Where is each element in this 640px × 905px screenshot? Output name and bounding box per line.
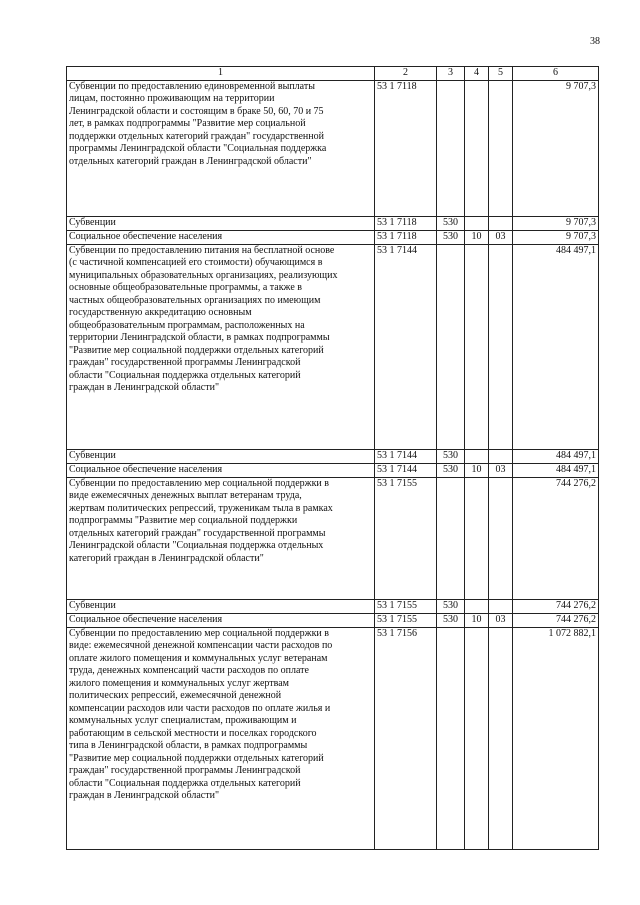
row-code: 53 1 7144 <box>375 244 437 449</box>
row-col3 <box>437 80 465 216</box>
table-row <box>67 216 599 230</box>
row-col5: 03 <box>489 463 513 477</box>
row-code: 53 1 7155 <box>375 477 437 599</box>
row-col5: 03 <box>489 613 513 627</box>
row-description: Субвенции по предоставлению единовременной выплаты лицам, постоянно проживающим на территории Ленинградской области и состоящим в браке 50, 60, 70 и 75 лет, в рамках подпрограммы "Развитие мер социальной поддержки отдельных категорий граждан" государственной программы Ленинградской области "Социальная поддержка отдельных категорий граждан в Ленинградской области" <box>67 80 375 216</box>
row-col3: 530 <box>437 216 465 230</box>
row-col3: 530 <box>437 613 465 627</box>
row-col5 <box>489 244 513 449</box>
row-amount: 484 497,1 <box>513 449 599 463</box>
table-row <box>67 599 599 613</box>
table-row <box>67 244 599 449</box>
row-amount: 9 707,3 <box>513 80 599 216</box>
row-description: Субвенции <box>67 216 375 230</box>
row-col5 <box>489 216 513 230</box>
row-amount: 9 707,3 <box>513 230 599 244</box>
row-col5: 03 <box>489 230 513 244</box>
table-row <box>67 627 599 849</box>
row-amount: 744 276,2 <box>513 613 599 627</box>
row-description: Субвенции <box>67 449 375 463</box>
row-code: 53 1 7156 <box>375 627 437 849</box>
row-description: Социальное обеспечение населения <box>67 613 375 627</box>
row-code: 53 1 7118 <box>375 80 437 216</box>
row-amount: 744 276,2 <box>513 477 599 599</box>
row-code: 53 1 7118 <box>375 216 437 230</box>
row-col3 <box>437 627 465 849</box>
column-header: 1 <box>67 67 375 81</box>
row-amount: 9 707,3 <box>513 216 599 230</box>
page-number: 38 <box>590 36 600 47</box>
row-col5 <box>489 627 513 849</box>
row-code: 53 1 7155 <box>375 599 437 613</box>
row-col5 <box>489 477 513 599</box>
row-description: Социальное обеспечение населения <box>67 230 375 244</box>
row-col4 <box>465 599 489 613</box>
row-amount: 1 072 882,1 <box>513 627 599 849</box>
row-col3: 530 <box>437 463 465 477</box>
row-col4: 10 <box>465 230 489 244</box>
row-col4: 10 <box>465 463 489 477</box>
row-col3: 530 <box>437 599 465 613</box>
row-description: Социальное обеспечение населения <box>67 463 375 477</box>
row-col4 <box>465 449 489 463</box>
row-col3 <box>437 244 465 449</box>
row-description: Субвенции по предоставлению мер социальной поддержки в виде: ежемесячной денежной компенсации части расходов по оплате жилого помещения и коммунальных услуг ветеранам труда, денежных компенсаций части расходов по оплате жилого помещения и коммунальных услуг жертвам политических репрессий, ежемесячной денежной компенсации расходов или части расходов по оплате жилья и коммунальных услуг специалистам, проживающим и работающим в сельской местности и поселках городского типа в Ленинградской области, в рамках подпрограммы "Развитие мер социальной поддержки отдельных категорий граждан" государственной программы Ленинградской области "Социальная поддержка отдельных категорий граждан в Ленинградской области" <box>67 627 375 849</box>
row-col4 <box>465 244 489 449</box>
table-row <box>67 449 599 463</box>
row-code: 53 1 7144 <box>375 449 437 463</box>
row-col4 <box>465 216 489 230</box>
column-header: 6 <box>513 67 599 81</box>
table-row <box>67 477 599 599</box>
row-description: Субвенции <box>67 599 375 613</box>
column-header: 5 <box>489 67 513 81</box>
row-description: Субвенции по предоставлению мер социальной поддержки в виде ежемесячных денежных выплат ветеранам труда, жертвам политических репрессий, труженикам тыла в рамках подпрограммы "Развитие мер социальной поддержки отдельных категорий граждан" государственной программы Ленинградской области "Социальная поддержка отдельных категорий граждан в Ленинградской области" <box>67 477 375 599</box>
table-row <box>67 230 599 244</box>
row-col5 <box>489 80 513 216</box>
row-col3: 530 <box>437 449 465 463</box>
row-col4 <box>465 80 489 216</box>
column-header: 2 <box>375 67 437 81</box>
row-amount: 484 497,1 <box>513 244 599 449</box>
row-code: 53 1 7144 <box>375 463 437 477</box>
budget-table <box>66 66 599 850</box>
table-row <box>67 613 599 627</box>
row-col4: 10 <box>465 613 489 627</box>
column-header: 4 <box>465 67 489 81</box>
row-code: 53 1 7118 <box>375 230 437 244</box>
column-header: 3 <box>437 67 465 81</box>
row-col4 <box>465 477 489 599</box>
row-code: 53 1 7155 <box>375 613 437 627</box>
table-row <box>67 80 599 216</box>
table-header-row <box>67 67 599 81</box>
row-amount: 484 497,1 <box>513 463 599 477</box>
row-description: Субвенции по предоставлению питания на бесплатной основе (с частичной компенсацией его стоимости) обучающимся в муниципальных образовательных организациях, реализующих основные общеобразовательные программы, а также в частных общеобразовательных организациях по имеющим государственную аккредитацию основным общеобразовательным программам, расположенных на территории Ленинградской области, в рамках подпрограммы "Развитие мер социальной поддержки отдельных категорий граждан" государственной программы Ленинградской области "Социальная поддержка отдельных категорий граждан в Ленинградской области" <box>67 244 375 449</box>
row-col3: 530 <box>437 230 465 244</box>
row-amount: 744 276,2 <box>513 599 599 613</box>
table-row <box>67 463 599 477</box>
row-col3 <box>437 477 465 599</box>
row-col5 <box>489 449 513 463</box>
row-col4 <box>465 627 489 849</box>
row-col5 <box>489 599 513 613</box>
